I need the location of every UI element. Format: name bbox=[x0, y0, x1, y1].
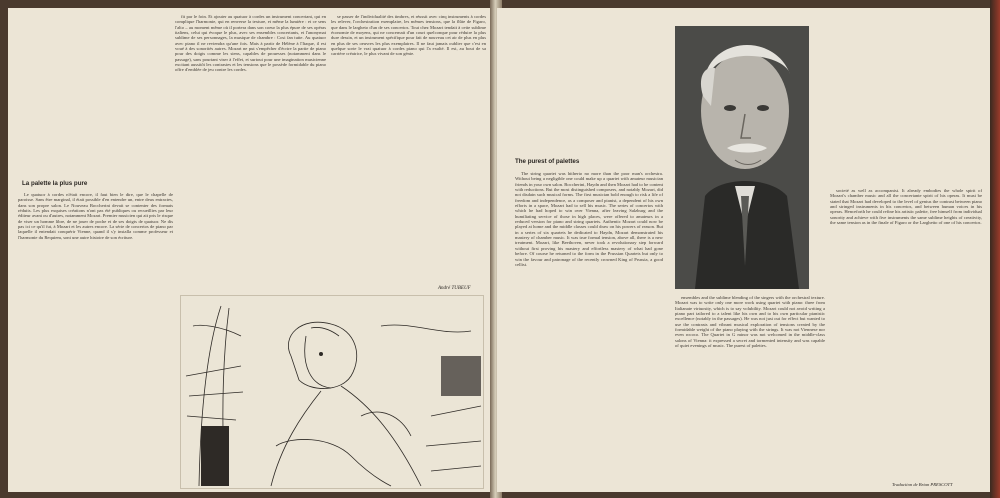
portrait-photo bbox=[675, 26, 809, 289]
right-column-3-text: societé as well as accompanist. It already embodies the whole spirit of Mozart's chamber music and all the concertante spirit of his operas. It must be stated that Mozart had developed to the level of genius the contrast between piano and stringed instruments in his concertos, and between human voices in his operas. Henceforth he could refine his artistic palette, free himself from individual sonority and achieve with five instruments the same sublime heights of creativity, the same tension as in the finale of Figaro or the Larghetto of one of his concertos. bbox=[830, 188, 982, 226]
right-column-2 bbox=[675, 295, 825, 487]
left-column-2 bbox=[175, 14, 326, 290]
left-section-heading: La palette la plus pure bbox=[22, 180, 88, 187]
portrait-man-icon bbox=[675, 26, 809, 289]
left-column-3 bbox=[331, 14, 486, 290]
left-column-2-text: fit par le foin. Et ajouter au quatuor à cordes un instrument concertant, qui en complique l'harmonie, qui en renverse la texture, et même la lumière : et ce sens l'alto – au moment même où il portera dans son coeur la plus épure de ses opéras italiens, celui qui évoque le plus, avec ses ensembles concertants, et l'anonymat sublime de ses personnages, la musique de chambre : Cosi fan tutte. Au quatuor avec piano il ne reviendra qu'une fois. Mais à partir de Hélène à l'Itaque, il est voué à des sonorités autres. Mozart ne put s'empêcher d'écrire la partie de piano pour des doigts comme les siens, capables de prouesses (notamment dans le passage), sans pourtant viser à l'effet, et surtout pour une imagination musicienne excitant aussitôt les contrastes et les tensions que le possède formidable du piano offre d'emblée de jeu contre les cordes. bbox=[175, 14, 326, 73]
right-column-1-text: The string quartet was hitherto no more than the poor man's orchestra. Without being a negligible one could make up a quartet with amateur musician friends in your own salon. Boccherini, Haydn and then Mozart had to be content with reductions. But the most distinguished composers, and notably Mozart, did not disdain such musical forms. The first musician bold enough to risk a life of freedom and independence, as a composer and pianist, a dependent of his own efforts in a space, Mozart had to sell his music. The series of concertos with which he had hoped to win over Vienna, after leaving Salzburg and the humiliating service of those in high places, were offered to amateurs in a reduced version for piano and string quartets. Authentic Mozart could now be played at home and the middle classes could draw on his powers of reason. But in a series of six quartets he dedicated to Haydn, Mozart demonstrated his mastery of chamber music. It was true formal tension, above all, there is a new treatment. Mozart, like Beethoven, never took a revolutionary step forward without first proving his mastery and effortless mastery of what had gone before. Of course he returned to the form in the Prussian Quartets but only to win the favour and patronage of the recently crowned King of Prussia, a good cellist. bbox=[515, 171, 663, 267]
left-column-1-text: Le quatuor à cordes n'était encore, il faut bien le dire, que le chapelle de paroisse. Sans être marginal, il était possible d'en entendre un, entre deux entractes, dans son propre salon. Le Nouveau Boccherini devait se contenter des formats réduits. Les plus exquises créations n'ont pas été publiques ou recueillies par leur éditeur avant ou d'autres, notamment Mozart. Premier musicien qui ait pris le risque de viser un homme libre, de ne jouer de poche et de ses doigts de quatuor. Ne dis pas ici ce qu'il fut, à Mozart et les autres encore. La série de concertos de piano par laquelle il entendait conquérir Vienne, quand il s'y installa comme professeur et l'harmonie du Requiem, sont une autre histoire de son écriture. bbox=[18, 192, 173, 240]
sketch-illustration bbox=[180, 295, 484, 489]
left-column-3-text: se passer de l'individualité des timbres, et réussit avec cinq instruments à cordes les relever, l'orchestration exemplaire, les mêmes tensions, que la flûte de Figaro, que dans le largheto d'un de ses concertos. Tout chez Mozart tendait à cette sublime économie de moyens, qui ne concernait d'un court quelconque pour réduire la plus dure dessin, et un instrument spécifique pour fait de nouveau cet air de plus en plus en plus de ses oeuvres les plus exemplaires. Il ne faut jamais oublier que c'est en quelque sorte le vrai quatuor à cordes piano qui l'a exalté. Il est, au bout de sa carrière créatrice, le plus vivant de son génie. bbox=[331, 14, 486, 57]
portrait-sketch-icon bbox=[181, 296, 484, 489]
right-column-3 bbox=[830, 188, 982, 478]
left-column-1 bbox=[18, 192, 173, 487]
author-byline: André TUBEUF bbox=[438, 286, 471, 291]
right-section-heading: The purest of palettes bbox=[515, 158, 580, 165]
right-column-1 bbox=[515, 171, 663, 487]
album-edge bbox=[990, 0, 1000, 498]
left-top-column bbox=[16, 14, 170, 174]
right-column-2-text: ensembles and the sublime blending of the singers with the orchestral texture. Mozart was to write only one more work using quartet with piano: three from Italianate virtuosity, which is to say volubility. Mozart could not avoid writing a piano part tailored to a talent like his own and to his own particular pianistic excellence (notably in the passages). He was not just out for effect but wanted to use the contrasts and vibrant musical exploration of tensions created by the formidable weight of the piano playing with the strings. It was not Viennese nor even rococo. The Quartet in G minor was not welcomed in the middle-class salons of Vienna: it expressed a secret and tormented intensity and was capable of quiet evenings of music. The purest of palettes. bbox=[675, 295, 825, 349]
right-page bbox=[497, 8, 990, 492]
left-page bbox=[8, 8, 493, 492]
translation-credit: Traduction de Brian PRESCOTT bbox=[892, 482, 953, 487]
